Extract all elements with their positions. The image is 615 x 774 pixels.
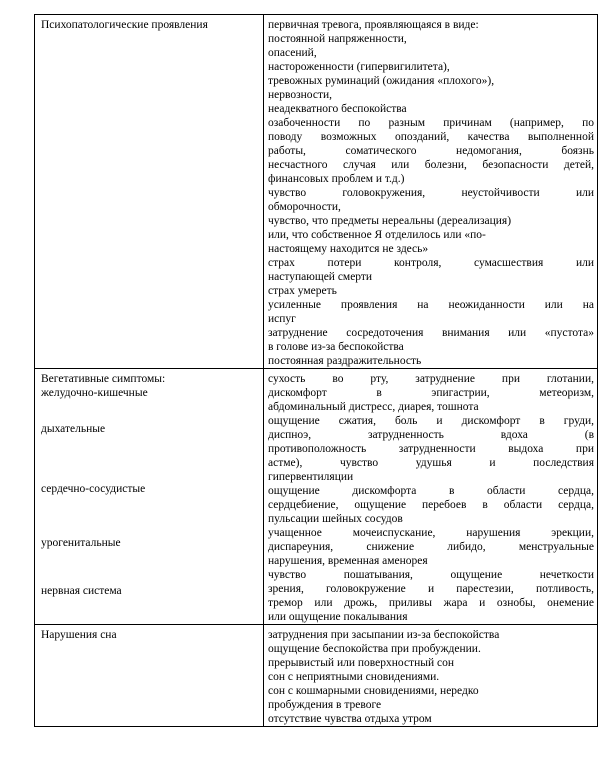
description-line: первичная тревога, проявляющаяся в виде: — [268, 19, 479, 31]
row-1-category-cell — [35, 15, 264, 369]
description-line: в голове из-за беспокойства — [268, 341, 404, 353]
row-3-category-cell — [35, 625, 264, 727]
description-line: страх потери контроля, сумасшествия или — [268, 257, 594, 269]
spacer — [41, 400, 259, 422]
row-1-description-cell — [264, 15, 598, 369]
category-label: Вегетативные симптомы: — [41, 373, 166, 385]
subcategory-cardiovascular: сердечно-сосудистые — [41, 483, 146, 495]
description-line: гипервентиляции — [268, 471, 354, 483]
description-line: или ощущение покалывания — [268, 611, 408, 623]
description-line: сухость во рту, затруднение при глотании, — [268, 373, 594, 385]
table-row-psychopathological — [35, 15, 598, 369]
description-line: зрения, головокружение и парестезии, потливость, — [268, 583, 594, 595]
table-row-sleep — [35, 625, 598, 727]
description-line: диспноэ, затрудненность вдоха (в — [268, 429, 594, 441]
description-line: чувство головокружения, неустойчивости или — [268, 187, 594, 199]
row-3-description-cell — [264, 625, 598, 727]
description-line: сон с кошмарными сновидениями, нередко — [268, 685, 479, 697]
description-line: настоящему находится не здесь» — [268, 243, 429, 255]
description-line: затруднение сосредоточения внимания или «пустота» — [268, 327, 594, 339]
spacer — [41, 550, 259, 584]
description-line: нарушения, временная аменорея — [268, 555, 428, 567]
description-line: абдоминальный дистресс, диарея, тошнота — [268, 401, 479, 413]
subcategory-respiratory: дыхательные — [41, 423, 106, 435]
description-line: обморочности, — [268, 201, 341, 213]
subcategory-nervous-system: нервная система — [41, 585, 122, 597]
description-line: ощущение беспокойства при пробуждении. — [268, 643, 481, 655]
description-line: затруднения при засыпании из-за беспокойства — [268, 629, 500, 641]
spacer — [41, 496, 259, 536]
description-line: неадекватного беспокойства — [268, 103, 407, 115]
description-line: сон с неприятными сновидениями. — [268, 671, 440, 683]
table-row-vegetative — [35, 369, 598, 625]
symptoms-table — [34, 14, 598, 727]
category-label: Психопатологические проявления — [41, 19, 208, 31]
description-line: или, что собственное Я отделилось или «по- — [268, 229, 486, 241]
description-line: наступающей смерти — [268, 271, 373, 283]
row-2-description-cell — [264, 369, 598, 625]
description-line: усиленные проявления на неожиданности или на — [268, 299, 594, 311]
description-line: астме), чувство удушья и последствия — [268, 457, 594, 469]
description-line: озабоченности по разным причинам (например, по — [268, 117, 594, 129]
description-line: противоположность затрудненности выдоха при — [268, 443, 594, 455]
description-line: работы, соматического недомогания, боязнь — [268, 145, 594, 157]
subcategory-gastrointestinal: желудочно-кишечные — [41, 387, 148, 399]
document-page — [34, 14, 598, 727]
description-line: дискомфорт в эпигастрии, метеоризм, — [268, 387, 594, 399]
description-line: несчастного случая или болезни, безопасности детей, — [268, 159, 594, 171]
description-line: испуг — [268, 313, 296, 325]
category-label: Нарушения сна — [41, 629, 117, 641]
description-line: постоянной напряженности, — [268, 33, 407, 45]
description-line: финансовых проблем и т.д.) — [268, 173, 405, 185]
description-line: пробуждения в тревоге — [268, 699, 382, 711]
description-line: страх умереть — [268, 285, 337, 297]
row-2-category-cell — [35, 369, 264, 625]
description-line: диспареуния, снижение либидо, менструальные — [268, 541, 594, 553]
description-line: отсутствие чувства отдыха утром — [268, 713, 432, 725]
description-line: нервозности, — [268, 89, 333, 101]
description-line: опасений, — [268, 47, 317, 59]
description-line: настороженности (гипервигилитета), — [268, 61, 450, 73]
description-line: чувство, что предметы нереальны (дереализация) — [268, 215, 512, 227]
description-line: сердцебиение, ощущение перебоев в области сердца, — [268, 499, 594, 511]
description-line: поводу возможных опозданий, качества выполненной — [268, 131, 594, 143]
description-line: тревожных руминаций (ожидания «плохого»), — [268, 75, 495, 87]
spacer — [41, 436, 259, 482]
description-line: тремор или дрожь, приливы жара и ознобы, онемение — [268, 597, 594, 609]
subcategory-urogenital: урогенитальные — [41, 537, 121, 549]
description-line: чувство пошатывания, ощущение нечеткости — [268, 569, 594, 581]
description-line: пульсации шейных сосудов — [268, 513, 403, 525]
description-line: прерывистый или поверхностный сон — [268, 657, 454, 669]
description-line: ощущение дискомфорта в области сердца, — [268, 485, 594, 497]
description-line: ощущение сжатия, боль и дискомфорт в груди, — [268, 415, 594, 427]
description-line: учащенное мочеиспускание, нарушения эрекции, — [268, 527, 594, 539]
description-line: постоянная раздражительность — [268, 355, 422, 367]
